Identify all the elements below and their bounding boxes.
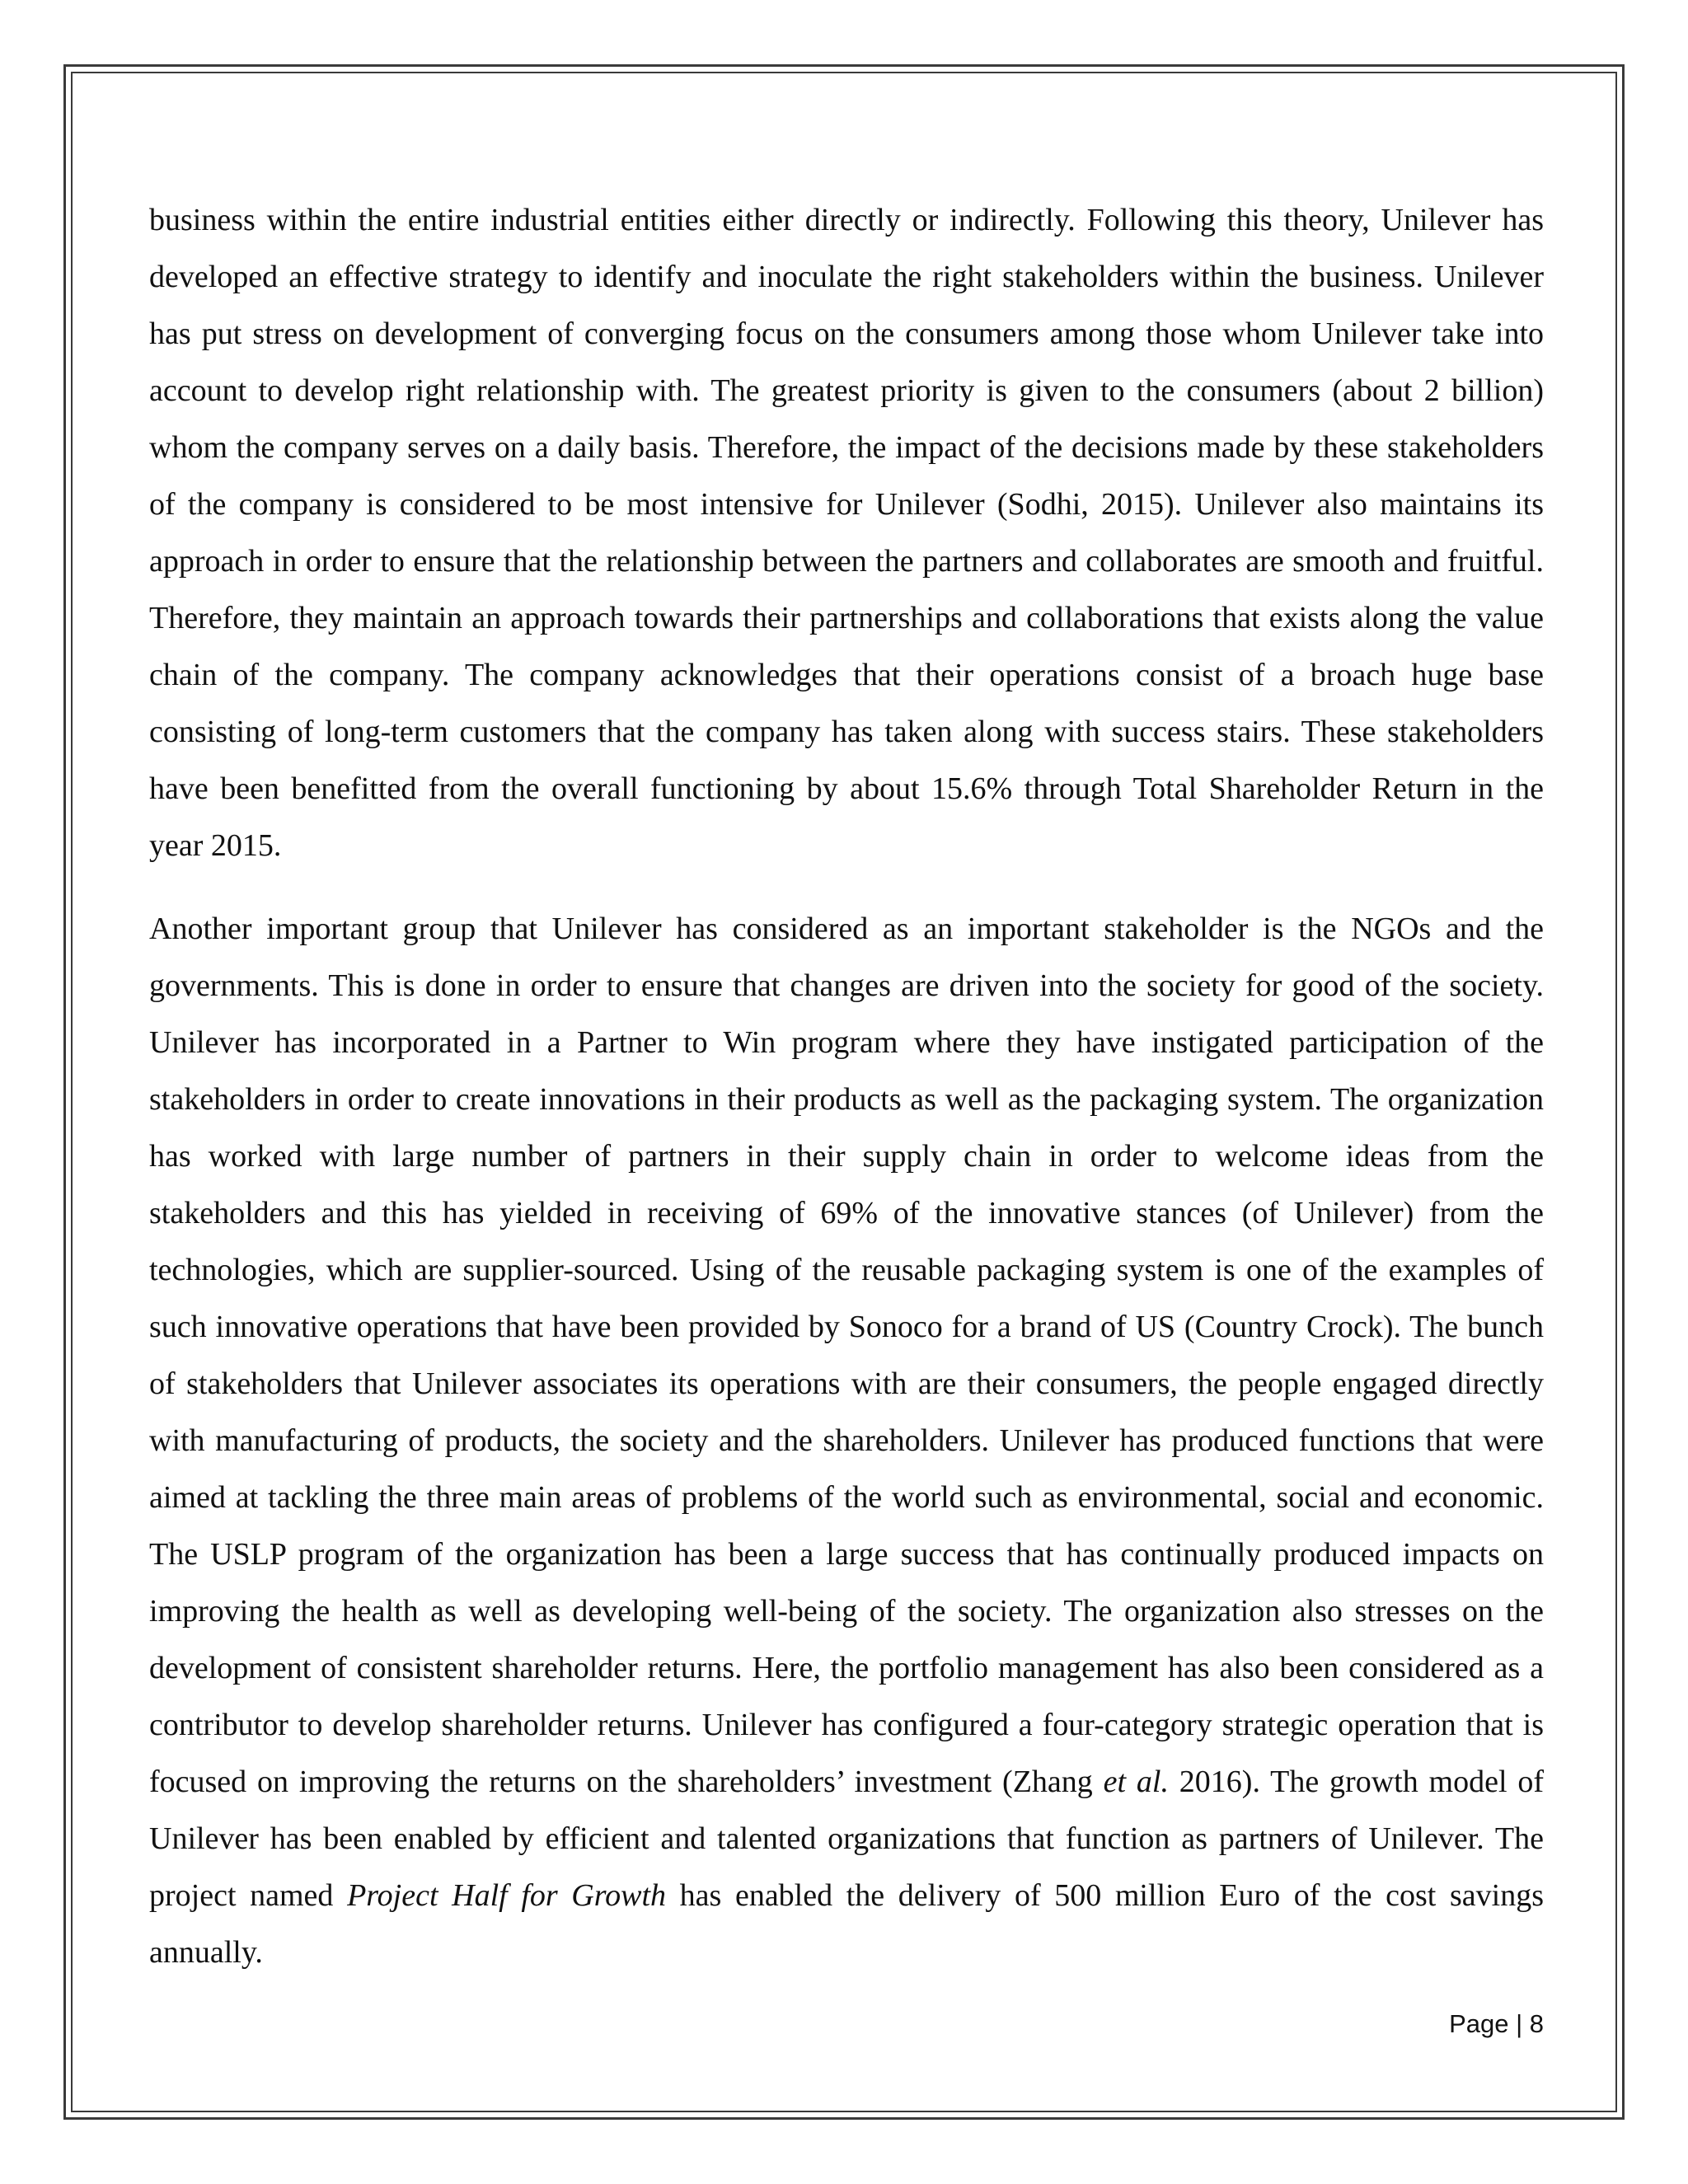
paragraph-2-text-part-1: Another important group that Unilever has considered as an important stakeholder is the NGOs and the governments. This is done in order to ensure that changes are driven into the society for good of the society. Unilever has incorporated in a Partner to Win program where they have instigated participation of the stakeholders in order to create innovations in their products as well as the packaging system. The organization has worked with large number of partners in their supply chain in order to welcome ideas from the stakeholders and this has yielded in receiving of 69% of the innovative stances (of Unilever) from the technologies, which are supplier-sourced. Using of the reusable packaging system is one of the examples of such innovative operations that have been provided by Sonoco for a brand of US (Country Crock). The bunch of stakeholders that Unilever associates its operations with are their consumers, the people engaged directly with manufacturing of products, the society and the shareholders. Unilever has produced functions that were aimed at tackling the three main areas of problems of the world such as environmental, social and economic. The USLP program of the organization has been a large success that has continually produced impacts on improving the health as well as developing well-being of the society. The organization also stresses on the development of consistent shareholder returns. Here, the portfolio management has also been considered as a contributor to develop shareholder returns. Unilever has configured a four-category strategic operation that is focused on improving the returns on the shareholders’ investment (Zhang bbox=[149, 912, 1544, 1799]
page-number: Page | 8 bbox=[1449, 2009, 1544, 2038]
body-text bbox=[149, 192, 1544, 1981]
paragraph-2-text-part-2: 2016). The growth model of Unilever has been enabled by efficient and talented organizations that function as partners of Unilever. The project named bbox=[149, 1765, 1545, 1913]
citation-et-al: et al. bbox=[1103, 1765, 1169, 1799]
paragraph-1 bbox=[149, 192, 1544, 874]
paragraph-2-text-part-3: has enabled the delivery of 500 million Euro of the cost savings annually. bbox=[149, 1878, 1544, 1970]
paragraph-1-text: business within the entire industrial entities either directly or indirectly. Following this theory, Unilever has developed an effective strategy to identify and inoculate the right stakeholders within the business. Unilever has put stress on development of converging focus on the consumers among those whom Unilever take into account to develop right relationship with. The greatest priority is given to the consumers (about 2 billion) whom the company serves on a daily basis. Therefore, the impact of the decisions made by these stakeholders of the company is considered to be most intensive for Unilever (Sodhi, 2015). Unilever also maintains its approach in order to ensure that the relationship between the partners and collaborates are smooth and fruitful. Therefore, they maintain an approach towards their partnerships and collaborations that exists along the value chain of the company. The company acknowledges that their operations consist of a broach huge base consisting of long-term customers that the company has taken along with success stairs. These stakeholders have been benefitted from the overall functioning by about 15.6% through Total Shareholder Return in the year 2015. bbox=[149, 203, 1544, 863]
paragraph-2 bbox=[149, 901, 1544, 1981]
project-name: Project Half for Growth bbox=[347, 1878, 667, 1913]
